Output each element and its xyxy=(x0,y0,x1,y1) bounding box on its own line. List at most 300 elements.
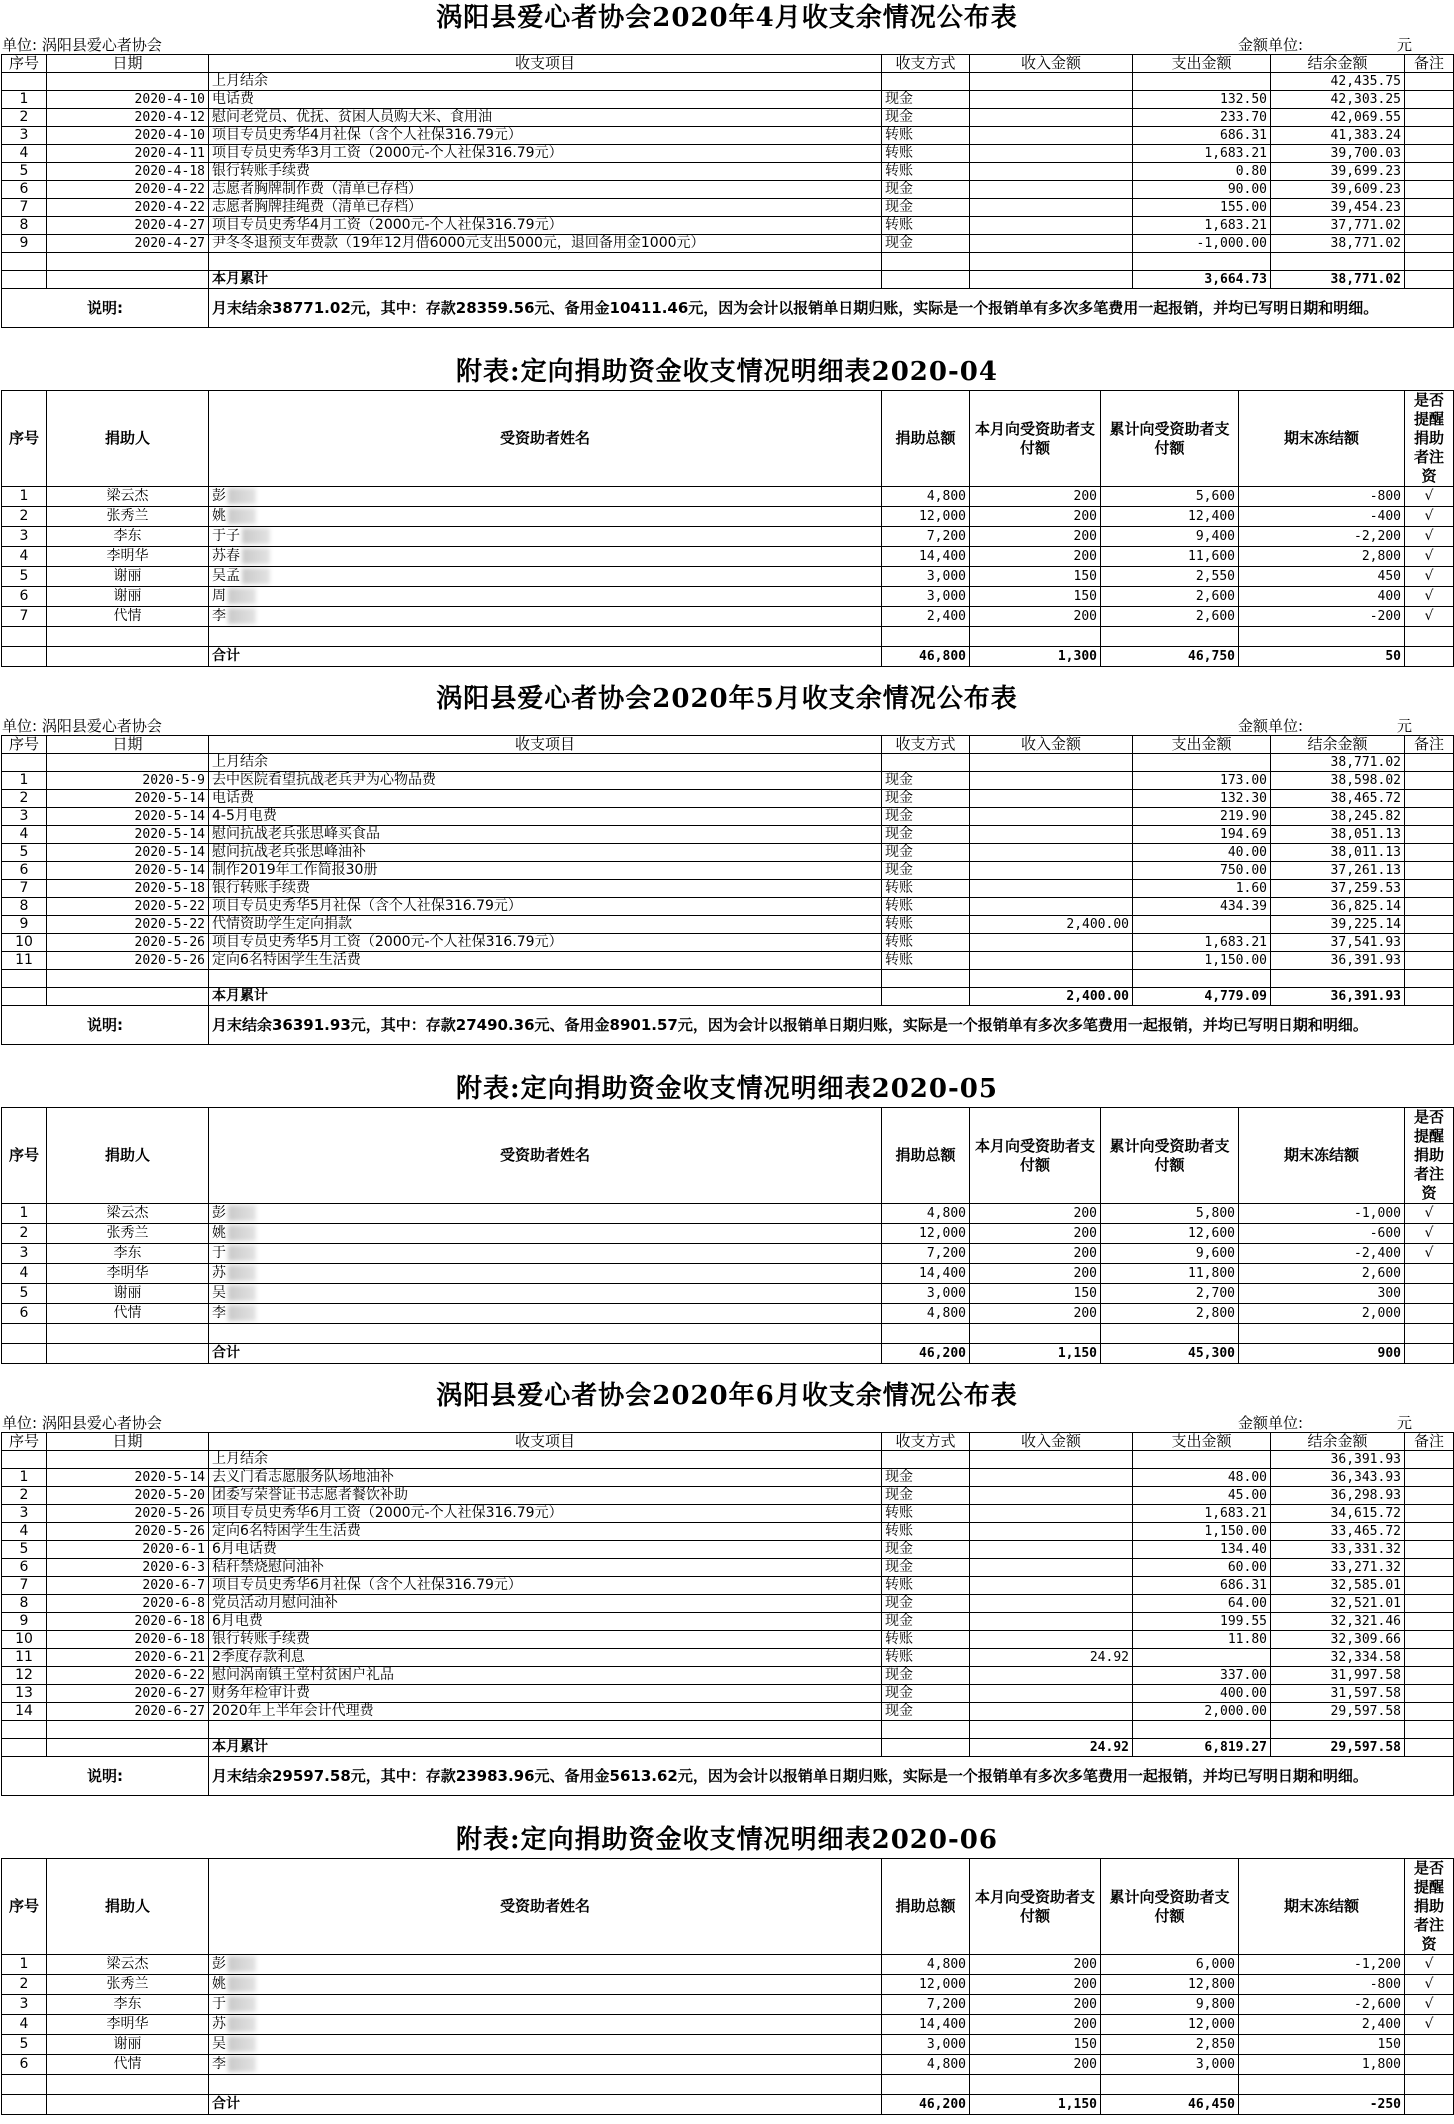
cell-total: 3,000 xyxy=(882,1284,970,1304)
cell-donor: 李东 xyxy=(47,527,209,547)
cell-date: 2020-5-14 xyxy=(47,808,209,826)
cell-balance: 41,383.24 xyxy=(1271,127,1405,145)
detail-total-month: 1,300 xyxy=(970,647,1101,667)
cell-item: 去义门看志愿服务队场地油补 xyxy=(209,1469,882,1487)
cell-donor: 代情 xyxy=(47,2055,209,2075)
cell-frozen: -600 xyxy=(1239,1224,1405,1244)
cell-item: 银行转账手续费 xyxy=(209,1631,882,1649)
may-detail-title: 附表:定向捐助资金收支情况明细表2020-05 xyxy=(456,1074,998,1104)
table-row xyxy=(2,217,1454,235)
cell-remark xyxy=(1405,808,1454,826)
cell-donor: 李明华 xyxy=(47,2015,209,2035)
cell-income xyxy=(970,934,1133,952)
cell-remind: √ xyxy=(1405,487,1454,507)
cell-no: 5 xyxy=(2,1541,47,1559)
redaction-blur xyxy=(228,1976,256,1992)
table-row xyxy=(2,1505,1454,1523)
detail-header-donor: 捐助人 xyxy=(47,391,209,487)
cell-no: 11 xyxy=(2,952,47,970)
cell-method: 现金 xyxy=(882,1667,970,1685)
june-detail-title: 附表:定向捐助资金收支情况明细表2020-06 xyxy=(456,1825,998,1855)
redaction-blur xyxy=(228,2036,256,2052)
cell-no: 3 xyxy=(2,127,47,145)
cell-balance: 33,271.32 xyxy=(1271,1559,1405,1577)
cell-remark xyxy=(1405,844,1454,862)
cell-item: 代情资助学生定向捐款 xyxy=(209,916,882,934)
table-row xyxy=(2,826,1454,844)
detail-total-total: 46,200 xyxy=(882,1344,970,1364)
detail-header-frozen: 期末冻结额 xyxy=(1239,391,1405,487)
cell-remind: √ xyxy=(1405,1224,1454,1244)
table-row xyxy=(2,916,1454,934)
cell-method: 现金 xyxy=(882,772,970,790)
header-method: 收支方式 xyxy=(882,736,970,754)
june-ledger-table xyxy=(1,1432,1454,1796)
june-detail-blank-row xyxy=(2,2075,1454,2095)
redaction-blur xyxy=(228,1245,256,1261)
may-money-unit: 元 xyxy=(1397,717,1413,735)
cell-balance: 38,011.13 xyxy=(1271,844,1405,862)
cell-method: 现金 xyxy=(882,1703,970,1721)
detail-header-no: 序号 xyxy=(2,1108,47,1204)
cell-income xyxy=(970,1577,1133,1595)
cell-cum: 9,600 xyxy=(1101,1244,1239,1264)
cell-item: 慰问抗战老兵张思峰油补 xyxy=(209,844,882,862)
cell-no: 3 xyxy=(2,1244,47,1264)
cell-remark xyxy=(1405,1559,1454,1577)
may-opening-row xyxy=(2,754,1454,772)
table-row xyxy=(2,1577,1454,1595)
redaction-blur xyxy=(228,1205,256,1221)
cell-expense: 48.00 xyxy=(1133,1469,1271,1487)
cell-balance: 36,391.93 xyxy=(1271,952,1405,970)
cell-no: 11 xyxy=(2,1649,47,1667)
detail-header-cum: 累计向受资助者支付额 xyxy=(1101,1108,1239,1204)
cell-income xyxy=(970,91,1133,109)
cell-no: 2 xyxy=(2,109,47,127)
cell-income xyxy=(970,1667,1133,1685)
cell-income xyxy=(970,844,1133,862)
detail-header-total: 捐助总额 xyxy=(882,1859,970,1955)
cell-month: 200 xyxy=(970,2055,1101,2075)
table-row xyxy=(2,1224,1454,1244)
cell-donor: 谢丽 xyxy=(47,1284,209,1304)
cell-month: 200 xyxy=(970,547,1101,567)
may-note-row xyxy=(2,1006,1454,1045)
cell-cum: 3,000 xyxy=(1101,2055,1239,2075)
header-expense: 支出金额 xyxy=(1133,736,1271,754)
cell-balance: 39,454.23 xyxy=(1271,199,1405,217)
cell-item: 团委写荣誉证书志愿者餐饮补助 xyxy=(209,1487,882,1505)
table-row xyxy=(2,1955,1454,1975)
cell-expense: 45.00 xyxy=(1133,1487,1271,1505)
cell-date: 2020-6-22 xyxy=(47,1667,209,1685)
cell-item: 2季度存款利息 xyxy=(209,1649,882,1667)
detail-header-month: 本月向受资助者支付额 xyxy=(970,391,1101,487)
header-expense: 支出金额 xyxy=(1133,1433,1271,1451)
cell-expense: 134.40 xyxy=(1133,1541,1271,1559)
april-detail-blank-row xyxy=(2,627,1454,647)
cell-month: 200 xyxy=(970,1304,1101,1324)
recipient-name: 于 xyxy=(212,1996,226,2012)
detail-header-donor: 捐助人 xyxy=(47,1108,209,1204)
cell-cum: 2,600 xyxy=(1101,587,1239,607)
cell-expense: 750.00 xyxy=(1133,862,1271,880)
cell-date: 2020-4-18 xyxy=(47,163,209,181)
may-rows xyxy=(2,772,1454,970)
may-detail-table xyxy=(1,1107,1454,1364)
table-row xyxy=(2,235,1454,253)
cell-expense: 2,000.00 xyxy=(1133,1703,1271,1721)
table-row xyxy=(2,1541,1454,1559)
cell-expense: 233.70 xyxy=(1133,109,1271,127)
cell-income xyxy=(970,880,1133,898)
cell-income xyxy=(970,199,1133,217)
cell-donor: 李东 xyxy=(47,1995,209,2015)
table-row xyxy=(2,1487,1454,1505)
june-rows xyxy=(2,1469,1454,1721)
cell-no: 5 xyxy=(2,2035,47,2055)
header-expense: 支出金额 xyxy=(1133,55,1271,73)
recipient-name: 苏 xyxy=(212,2016,226,2032)
cell-balance: 32,334.58 xyxy=(1271,1649,1405,1667)
cell-month: 200 xyxy=(970,1995,1101,2015)
cell-no: 1 xyxy=(2,1955,47,1975)
cell-month: 200 xyxy=(970,487,1101,507)
detail-total-frozen: -250 xyxy=(1239,2095,1405,2115)
cell-method: 转账 xyxy=(882,1505,970,1523)
cell-item: 定向6名特困学生生活费 xyxy=(209,1523,882,1541)
cell-frozen: -400 xyxy=(1239,507,1405,527)
redaction-blur xyxy=(228,588,256,604)
cell-remind: √ xyxy=(1405,1244,1454,1264)
cell-remark xyxy=(1405,145,1454,163)
cell-date: 2020-6-27 xyxy=(47,1685,209,1703)
header-income: 收入金额 xyxy=(970,1433,1133,1451)
total-balance: 36,391.93 xyxy=(1271,988,1405,1006)
cell-date: 2020-5-22 xyxy=(47,898,209,916)
may-unit-label: 单位: 涡阳县爱心者协会 xyxy=(2,717,162,735)
cell-remark xyxy=(1405,1487,1454,1505)
recipient-name: 姚 xyxy=(212,1976,226,1992)
cell-no: 8 xyxy=(2,217,47,235)
cell-income xyxy=(970,1613,1133,1631)
cell-recipient xyxy=(209,1244,882,1264)
redaction-blur xyxy=(242,548,270,564)
cell-balance: 39,699.23 xyxy=(1271,163,1405,181)
table-row xyxy=(2,181,1454,199)
april-opening-row xyxy=(2,73,1454,91)
cell-no: 5 xyxy=(2,567,47,587)
cell-remark xyxy=(1405,772,1454,790)
cell-recipient xyxy=(209,1304,882,1324)
total-expense: 6,819.27 xyxy=(1133,1739,1271,1757)
cell-no: 6 xyxy=(2,1304,47,1324)
cell-item: 志愿者胸牌挂绳费（清单已存档） xyxy=(209,199,882,217)
cell-expense: 132.30 xyxy=(1133,790,1271,808)
cell-balance: 37,259.53 xyxy=(1271,880,1405,898)
cell-balance: 31,597.58 xyxy=(1271,1685,1405,1703)
cell-method: 现金 xyxy=(882,181,970,199)
cell-frozen: 2,400 xyxy=(1239,2015,1405,2035)
detail-header-month: 本月向受资助者支付额 xyxy=(970,1108,1101,1204)
cell-no: 7 xyxy=(2,1577,47,1595)
cell-recipient xyxy=(209,607,882,627)
cell-balance: 39,700.03 xyxy=(1271,145,1405,163)
cell-remark xyxy=(1405,1595,1454,1613)
detail-header-cum: 累计向受资助者支付额 xyxy=(1101,391,1239,487)
detail-total-frozen: 900 xyxy=(1239,1344,1405,1364)
cell-no: 9 xyxy=(2,916,47,934)
header-no: 序号 xyxy=(2,736,47,754)
header-date: 日期 xyxy=(47,736,209,754)
cell-balance: 39,609.23 xyxy=(1271,181,1405,199)
cell-item: 项目专员史秀华5月工资（2000元-个人社保316.79元） xyxy=(209,934,882,952)
opening-balance: 42,435.75 xyxy=(1271,73,1405,91)
cell-cum: 5,600 xyxy=(1101,487,1239,507)
cell-total: 4,800 xyxy=(882,1204,970,1224)
cell-donor: 谢丽 xyxy=(47,587,209,607)
header-remark: 备注 xyxy=(1405,1433,1454,1451)
cell-item: 4-5月电费 xyxy=(209,808,882,826)
cell-no: 4 xyxy=(2,1264,47,1284)
cell-income xyxy=(970,862,1133,880)
cell-balance: 38,771.02 xyxy=(1271,235,1405,253)
cell-method: 现金 xyxy=(882,1685,970,1703)
cell-recipient xyxy=(209,587,882,607)
cell-remind xyxy=(1405,1304,1454,1324)
cell-no: 1 xyxy=(2,91,47,109)
cell-remark xyxy=(1405,127,1454,145)
recipient-name: 于 xyxy=(212,1245,226,1261)
cell-date: 2020-4-11 xyxy=(47,145,209,163)
cell-income xyxy=(970,109,1133,127)
cell-total: 14,400 xyxy=(882,2015,970,2035)
cell-income xyxy=(970,163,1133,181)
cell-total: 14,400 xyxy=(882,1264,970,1284)
cell-no: 6 xyxy=(2,862,47,880)
cell-month: 200 xyxy=(970,1244,1101,1264)
redaction-blur xyxy=(228,1305,256,1321)
cell-method: 现金 xyxy=(882,862,970,880)
cell-frozen: -800 xyxy=(1239,1975,1405,1995)
cell-method: 现金 xyxy=(882,109,970,127)
table-row xyxy=(2,1703,1454,1721)
cell-remark xyxy=(1405,1685,1454,1703)
cell-balance: 37,771.02 xyxy=(1271,217,1405,235)
recipient-name: 李 xyxy=(212,2056,226,2072)
cell-expense: 219.90 xyxy=(1133,808,1271,826)
cell-donor: 张秀兰 xyxy=(47,507,209,527)
table-row xyxy=(2,587,1454,607)
detail-header-recipient: 受资助者姓名 xyxy=(209,391,882,487)
cell-remark xyxy=(1405,181,1454,199)
table-row xyxy=(2,199,1454,217)
cell-no: 1 xyxy=(2,1469,47,1487)
cell-income xyxy=(970,952,1133,970)
cell-frozen: -2,400 xyxy=(1239,1244,1405,1264)
table-row xyxy=(2,1595,1454,1613)
cell-income: 24.92 xyxy=(970,1649,1133,1667)
cell-donor: 张秀兰 xyxy=(47,1224,209,1244)
recipient-name: 苏春 xyxy=(212,548,240,564)
detail-header-remind: 是否提醒捐助者注资 xyxy=(1405,1108,1454,1204)
cell-remark xyxy=(1405,898,1454,916)
table-row xyxy=(2,1264,1454,1284)
cell-donor: 李明华 xyxy=(47,1264,209,1284)
cell-frozen: -800 xyxy=(1239,487,1405,507)
recipient-name: 姚 xyxy=(212,508,226,524)
cell-cum: 2,600 xyxy=(1101,607,1239,627)
total-expense: 4,779.09 xyxy=(1133,988,1271,1006)
cell-remind: √ xyxy=(1405,507,1454,527)
cell-no: 5 xyxy=(2,163,47,181)
detail-total-label: 合计 xyxy=(209,1344,882,1364)
cell-balance: 32,521.01 xyxy=(1271,1595,1405,1613)
recipient-name: 姚 xyxy=(212,1225,226,1241)
cell-cum: 2,850 xyxy=(1101,2035,1239,2055)
cell-method: 转账 xyxy=(882,934,970,952)
cell-income xyxy=(970,826,1133,844)
cell-income xyxy=(970,235,1133,253)
cell-no: 1 xyxy=(2,772,47,790)
cell-method: 转账 xyxy=(882,1649,970,1667)
cell-no: 6 xyxy=(2,181,47,199)
cell-recipient xyxy=(209,1264,882,1284)
cell-item: 项目专员史秀华6月社保（含个人社保316.79元） xyxy=(209,1577,882,1595)
cell-item: 项目专员史秀华4月社保（含个人社保316.79元） xyxy=(209,127,882,145)
total-income: 2,400.00 xyxy=(970,988,1133,1006)
cell-cum: 2,550 xyxy=(1101,567,1239,587)
table-row xyxy=(2,1649,1454,1667)
table-row xyxy=(2,2035,1454,2055)
recipient-name: 吴 xyxy=(212,2036,226,2052)
opening-balance: 36,391.93 xyxy=(1271,1451,1405,1469)
cell-no: 12 xyxy=(2,1667,47,1685)
cell-expense: 1.60 xyxy=(1133,880,1271,898)
cell-no: 3 xyxy=(2,527,47,547)
cell-remark xyxy=(1405,1469,1454,1487)
cell-item: 银行转账手续费 xyxy=(209,880,882,898)
cell-no: 8 xyxy=(2,898,47,916)
cell-method: 现金 xyxy=(882,1487,970,1505)
cell-expense: 155.00 xyxy=(1133,199,1271,217)
cell-method: 转账 xyxy=(882,1577,970,1595)
cell-expense: 686.31 xyxy=(1133,127,1271,145)
april-detail-rows xyxy=(2,487,1454,627)
recipient-name: 于子 xyxy=(212,528,240,544)
table-row xyxy=(2,2055,1454,2075)
cell-method: 转账 xyxy=(882,163,970,181)
cell-remind: √ xyxy=(1405,607,1454,627)
cell-date: 2020-4-10 xyxy=(47,91,209,109)
cell-expense: 173.00 xyxy=(1133,772,1271,790)
table-row xyxy=(2,790,1454,808)
cell-method: 现金 xyxy=(882,1469,970,1487)
recipient-name: 彭 xyxy=(212,1956,226,1972)
cell-date: 2020-4-12 xyxy=(47,109,209,127)
april-detail-table xyxy=(1,390,1454,667)
cell-balance: 36,298.93 xyxy=(1271,1487,1405,1505)
table-row xyxy=(2,547,1454,567)
table-row xyxy=(2,880,1454,898)
recipient-name: 李 xyxy=(212,1305,226,1321)
cell-month: 200 xyxy=(970,1975,1101,1995)
recipient-name: 吴 xyxy=(212,1285,226,1301)
june-money-unit: 元 xyxy=(1397,1414,1413,1432)
detail-total-frozen: 50 xyxy=(1239,647,1405,667)
detail-total-month: 1,150 xyxy=(970,2095,1101,2115)
cell-frozen: 2,600 xyxy=(1239,1264,1405,1284)
cell-date: 2020-4-27 xyxy=(47,235,209,253)
cell-total: 3,000 xyxy=(882,587,970,607)
table-row xyxy=(2,1631,1454,1649)
cell-cum: 11,600 xyxy=(1101,547,1239,567)
april-unit-row xyxy=(0,36,1454,54)
cell-expense: 194.69 xyxy=(1133,826,1271,844)
may-total-row xyxy=(2,988,1454,1006)
june-note-row xyxy=(2,1757,1454,1796)
cell-remind xyxy=(1405,2055,1454,2075)
cell-no: 2 xyxy=(2,1224,47,1244)
cell-date: 2020-5-26 xyxy=(47,1523,209,1541)
cell-method: 现金 xyxy=(882,1595,970,1613)
cell-expense: 1,150.00 xyxy=(1133,1523,1271,1541)
cell-balance: 31,997.58 xyxy=(1271,1667,1405,1685)
cell-date: 2020-5-14 xyxy=(47,1469,209,1487)
cell-income xyxy=(970,1541,1133,1559)
cell-income xyxy=(970,1487,1133,1505)
cell-frozen: 300 xyxy=(1239,1284,1405,1304)
redaction-blur xyxy=(228,508,256,524)
cell-item: 定向6名特困学生生活费 xyxy=(209,952,882,970)
cell-balance: 33,465.72 xyxy=(1271,1523,1405,1541)
cell-balance: 32,321.46 xyxy=(1271,1613,1405,1631)
cell-remark xyxy=(1405,1523,1454,1541)
cell-remark xyxy=(1405,1667,1454,1685)
header-remark: 备注 xyxy=(1405,55,1454,73)
total-income: 24.92 xyxy=(970,1739,1133,1757)
table-row xyxy=(2,898,1454,916)
table-row xyxy=(2,109,1454,127)
table-row xyxy=(2,1304,1454,1324)
header-date: 日期 xyxy=(47,1433,209,1451)
cell-remind: √ xyxy=(1405,547,1454,567)
cell-remark xyxy=(1405,1703,1454,1721)
cell-total: 7,200 xyxy=(882,1244,970,1264)
detail-total-total: 46,800 xyxy=(882,647,970,667)
cell-date: 2020-6-7 xyxy=(47,1577,209,1595)
cell-balance: 34,615.72 xyxy=(1271,1505,1405,1523)
cell-frozen: 450 xyxy=(1239,567,1405,587)
opening-label: 上月结余 xyxy=(209,1451,882,1469)
april-money-unit-label: 金额单位: xyxy=(1238,36,1304,54)
redaction-blur xyxy=(228,1285,256,1301)
table-row xyxy=(2,1284,1454,1304)
cell-date: 2020-5-14 xyxy=(47,862,209,880)
cell-recipient xyxy=(209,547,882,567)
june-money-unit-label: 金额单位: xyxy=(1238,1414,1304,1432)
cell-expense xyxy=(1133,916,1271,934)
cell-no: 10 xyxy=(2,934,47,952)
june-total-row xyxy=(2,1739,1454,1757)
cell-item: 6月电话费 xyxy=(209,1541,882,1559)
may-unit-row xyxy=(0,717,1454,735)
cell-recipient xyxy=(209,1995,882,2015)
detail-header-row xyxy=(2,391,1454,487)
cell-no: 4 xyxy=(2,1523,47,1541)
cell-month: 200 xyxy=(970,1955,1101,1975)
